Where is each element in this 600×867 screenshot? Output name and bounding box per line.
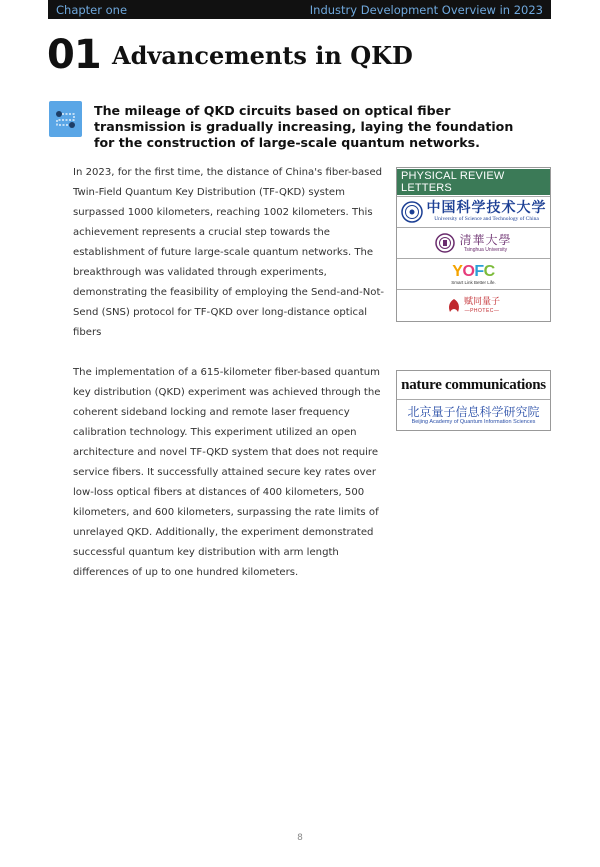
ustc-name-en: University of Science and Technology of China (434, 216, 539, 222)
nature-communications-label: nature communications (401, 376, 546, 393)
photec-name-en: —PHOTEC— (464, 308, 500, 314)
photec-name-cn: 赋同量子 (463, 297, 500, 307)
yofc-tagline: Smart Link Better Life. (451, 279, 496, 285)
header-report-title: Industry Development Overview in 2023 (309, 2, 543, 17)
baqis-logo (397, 400, 550, 430)
prl-logo (397, 168, 550, 197)
tsinghua-emblem-icon (435, 233, 455, 253)
chapter-number: 01 (47, 32, 101, 78)
prl-label: PHYSICAL REVIEW LETTERS (397, 169, 550, 195)
ustc-name-cn: 中国科学技术大学 (426, 200, 547, 216)
key-point-heading: The mileage of QKD circuits based on optical fiber transmission is gradually increasing, laying the foundation for the construction of large-scale quantum networks. (94, 103, 514, 150)
header-bar (48, 0, 551, 19)
yofc-wordmark (452, 263, 494, 280)
photec-emblem-icon (447, 298, 461, 314)
ustc-emblem-icon (401, 201, 423, 223)
paragraph-2: The implementation of a 615-kilometer fiber-based quantum key distribution (QKD) experiment was achieved through the coherent sideband locking and remote laser frequency calibration technology. This experiment utilized an open architecture and novel TF-QKD system that does not require service fibers. It successfully attained secure key rates over low-loss optical fibers at distances of 400 kilometers, 500 kilometers, and 600 kilometers, surpassing the rate limits of unrelayed QKD. Additionally, the experiment demonstrated successful quantum key distribution with arm length differences of up to one hundred kilometers. (73, 367, 381, 578)
yofc-letter: O (462, 262, 475, 280)
yofc-logo (397, 259, 550, 290)
chapter-title: Advancements in QKD (112, 41, 413, 70)
ustc-logo (397, 197, 550, 228)
logo-panel-1 (396, 167, 551, 322)
connection-icon (49, 101, 82, 137)
header-chapter-label: Chapter one (56, 2, 128, 17)
yofc-letter: C (483, 262, 495, 280)
yofc-letter: F (474, 262, 484, 280)
nature-communications-logo (397, 371, 550, 400)
baqis-name-en: Beijing Academy of Quantum Information Sciences (411, 418, 536, 425)
baqis-name-cn: 北京量子信息科学研究院 (407, 404, 540, 419)
tsinghua-logo (397, 228, 550, 259)
tsinghua-name-cn: 清華大學 (459, 232, 512, 247)
photec-logo (397, 290, 550, 322)
logo-panel-2 (396, 370, 551, 431)
tsinghua-name-en: Tsinghua University (463, 246, 508, 253)
paragraph-1: In 2023, for the first time, the distance of China's fiber-based Twin-Field Quantum Key Distribution (TF-QKD) system surpassed 1000 kilometers, reaching 1002 kilometers. This achievement represents a crucial step towards the establishment of future large-scale quantum networks. The breakthrough was validated through experiments, demonstrating the feasibility of employing the Send-and-Not-Send (SNS) protocol for TF-QKD over long-distance optical fibers (73, 167, 385, 338)
page-number: 8 (297, 833, 303, 843)
yofc-letter: Y (452, 262, 463, 280)
